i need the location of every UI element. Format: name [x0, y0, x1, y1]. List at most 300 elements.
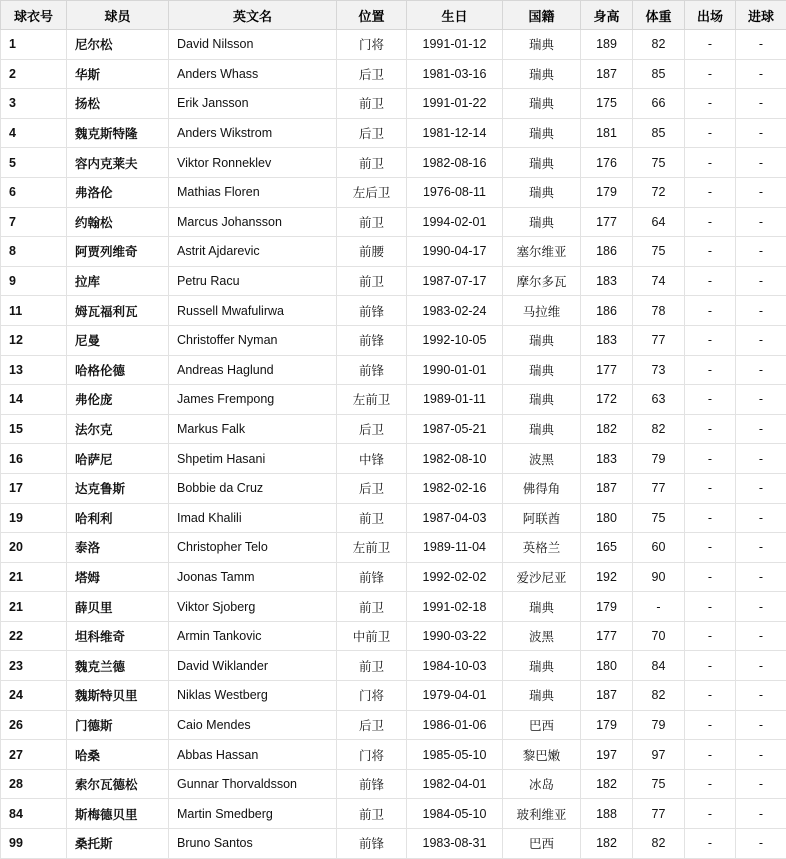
cell-position: 门将 — [337, 681, 407, 711]
cell-name_en: Anders Wikstrom — [169, 118, 337, 148]
cell-birthday: 1990-04-17 — [407, 237, 503, 267]
cell-nationality: 爱沙尼亚 — [503, 562, 581, 592]
cell-goals: - — [736, 533, 786, 563]
cell-name_en: Erik Jansson — [169, 89, 337, 119]
cell-number: 7 — [1, 207, 67, 237]
table-row[interactable] — [1, 562, 786, 592]
cell-goals: - — [736, 829, 786, 859]
cell-weight: 70 — [633, 621, 685, 651]
cell-height: 176 — [581, 148, 633, 178]
cell-number: 1 — [1, 30, 67, 60]
cell-position: 前卫 — [337, 148, 407, 178]
cell-appearances: - — [685, 296, 736, 326]
cell-weight: 85 — [633, 59, 685, 89]
cell-birthday: 1983-08-31 — [407, 829, 503, 859]
cell-appearances: - — [685, 651, 736, 681]
cell-height: 189 — [581, 30, 633, 60]
cell-name_cn: 弗洛伦 — [67, 177, 169, 207]
cell-name_en: Gunnar Thorvaldsson — [169, 769, 337, 799]
table-row[interactable] — [1, 710, 786, 740]
cell-weight: 90 — [633, 562, 685, 592]
table-row[interactable] — [1, 237, 786, 267]
cell-appearances: - — [685, 385, 736, 415]
cell-birthday: 1991-01-22 — [407, 89, 503, 119]
cell-goals: - — [736, 89, 786, 119]
cell-number: 5 — [1, 148, 67, 178]
cell-height: 177 — [581, 621, 633, 651]
cell-position: 后卫 — [337, 59, 407, 89]
cell-name_en: Caio Mendes — [169, 710, 337, 740]
cell-height: 179 — [581, 710, 633, 740]
table-row[interactable] — [1, 414, 786, 444]
cell-position: 后卫 — [337, 118, 407, 148]
cell-goals: - — [736, 681, 786, 711]
cell-number: 21 — [1, 562, 67, 592]
cell-name_en: Petru Racu — [169, 266, 337, 296]
cell-height: 186 — [581, 296, 633, 326]
cell-position: 前锋 — [337, 829, 407, 859]
cell-number: 19 — [1, 503, 67, 533]
cell-birthday: 1982-02-16 — [407, 473, 503, 503]
cell-number: 23 — [1, 651, 67, 681]
cell-height: 182 — [581, 829, 633, 859]
cell-name_cn: 阿贾列维奇 — [67, 237, 169, 267]
cell-birthday: 1990-01-01 — [407, 355, 503, 385]
cell-appearances: - — [685, 118, 736, 148]
cell-position: 左后卫 — [337, 177, 407, 207]
cell-name_en: Andreas Haglund — [169, 355, 337, 385]
table-row[interactable] — [1, 385, 786, 415]
cell-number: 11 — [1, 296, 67, 326]
cell-position: 门将 — [337, 30, 407, 60]
cell-goals: - — [736, 799, 786, 829]
cell-appearances: - — [685, 799, 736, 829]
cell-weight: 73 — [633, 355, 685, 385]
table-header — [1, 1, 786, 30]
cell-weight: 75 — [633, 503, 685, 533]
cell-position: 后卫 — [337, 710, 407, 740]
cell-goals: - — [736, 266, 786, 296]
cell-name_cn: 华斯 — [67, 59, 169, 89]
cell-number: 16 — [1, 444, 67, 474]
column-header-number[interactable]: 球衣号 — [1, 1, 67, 30]
cell-number: 15 — [1, 414, 67, 444]
cell-nationality: 瑞典 — [503, 414, 581, 444]
column-header-name_cn[interactable]: 球员 — [67, 1, 169, 30]
cell-name_cn: 魏克斯特隆 — [67, 118, 169, 148]
table-row[interactable] — [1, 829, 786, 859]
cell-height: 188 — [581, 799, 633, 829]
cell-weight: 77 — [633, 799, 685, 829]
cell-name_cn: 姆瓦福利瓦 — [67, 296, 169, 326]
cell-number: 14 — [1, 385, 67, 415]
cell-goals: - — [736, 385, 786, 415]
cell-name_cn: 哈萨尼 — [67, 444, 169, 474]
cell-nationality: 瑞典 — [503, 207, 581, 237]
cell-name_en: Marcus Johansson — [169, 207, 337, 237]
cell-weight: 85 — [633, 118, 685, 148]
cell-nationality: 瑞典 — [503, 59, 581, 89]
cell-position: 后卫 — [337, 414, 407, 444]
cell-appearances: - — [685, 740, 736, 770]
cell-name_en: David Wiklander — [169, 651, 337, 681]
cell-weight: 60 — [633, 533, 685, 563]
cell-birthday: 1989-11-04 — [407, 533, 503, 563]
cell-position: 前卫 — [337, 592, 407, 622]
cell-name_en: Niklas Westberg — [169, 681, 337, 711]
cell-name_en: Russell Mwafulirwa — [169, 296, 337, 326]
cell-position: 前卫 — [337, 266, 407, 296]
table-row[interactable] — [1, 89, 786, 119]
cell-name_cn: 拉库 — [67, 266, 169, 296]
cell-appearances: - — [685, 769, 736, 799]
cell-name_cn: 法尔克 — [67, 414, 169, 444]
cell-weight: 75 — [633, 237, 685, 267]
cell-name_cn: 泰洛 — [67, 533, 169, 563]
cell-name_en: Markus Falk — [169, 414, 337, 444]
table-row[interactable] — [1, 681, 786, 711]
table-row[interactable] — [1, 769, 786, 799]
cell-nationality: 波黑 — [503, 444, 581, 474]
cell-position: 前锋 — [337, 562, 407, 592]
cell-appearances: - — [685, 30, 736, 60]
cell-appearances: - — [685, 414, 736, 444]
cell-name_cn: 约翰松 — [67, 207, 169, 237]
cell-nationality: 阿联酋 — [503, 503, 581, 533]
cell-weight: 77 — [633, 325, 685, 355]
cell-appearances: - — [685, 503, 736, 533]
cell-number: 27 — [1, 740, 67, 770]
cell-birthday: 1987-07-17 — [407, 266, 503, 296]
cell-name_en: James Frempong — [169, 385, 337, 415]
column-header-goals[interactable]: 进球 — [736, 1, 786, 30]
cell-position: 后卫 — [337, 473, 407, 503]
cell-appearances: - — [685, 59, 736, 89]
cell-name_cn: 扬松 — [67, 89, 169, 119]
cell-name_en: Anders Whass — [169, 59, 337, 89]
cell-position: 前卫 — [337, 503, 407, 533]
cell-goals: - — [736, 444, 786, 474]
cell-name_cn: 达克鲁斯 — [67, 473, 169, 503]
cell-position: 前锋 — [337, 355, 407, 385]
cell-weight: 74 — [633, 266, 685, 296]
cell-birthday: 1985-05-10 — [407, 740, 503, 770]
cell-weight: 75 — [633, 769, 685, 799]
cell-number: 8 — [1, 237, 67, 267]
cell-appearances: - — [685, 148, 736, 178]
cell-nationality: 瑞典 — [503, 592, 581, 622]
cell-appearances: - — [685, 89, 736, 119]
cell-height: 165 — [581, 533, 633, 563]
cell-weight: 72 — [633, 177, 685, 207]
cell-weight: 82 — [633, 681, 685, 711]
cell-goals: - — [736, 59, 786, 89]
table-row[interactable] — [1, 325, 786, 355]
cell-appearances: - — [685, 621, 736, 651]
cell-weight: 78 — [633, 296, 685, 326]
cell-height: 179 — [581, 177, 633, 207]
cell-number: 84 — [1, 799, 67, 829]
cell-nationality: 巴西 — [503, 829, 581, 859]
cell-birthday: 1981-03-16 — [407, 59, 503, 89]
cell-appearances: - — [685, 237, 736, 267]
cell-number: 21 — [1, 592, 67, 622]
cell-name_cn: 哈桑 — [67, 740, 169, 770]
cell-height: 183 — [581, 266, 633, 296]
cell-height: 197 — [581, 740, 633, 770]
cell-name_cn: 薛贝里 — [67, 592, 169, 622]
column-header-name_en[interactable]: 英文名 — [169, 1, 337, 30]
cell-position: 前卫 — [337, 207, 407, 237]
cell-number: 9 — [1, 266, 67, 296]
cell-weight: 79 — [633, 710, 685, 740]
cell-position: 前锋 — [337, 296, 407, 326]
cell-height: 175 — [581, 89, 633, 119]
table-row[interactable] — [1, 59, 786, 89]
table-row[interactable] — [1, 651, 786, 681]
column-header-height[interactable]: 身高 — [581, 1, 633, 30]
cell-nationality: 塞尔维亚 — [503, 237, 581, 267]
cell-name_en: Christoffer Nyman — [169, 325, 337, 355]
cell-height: 180 — [581, 503, 633, 533]
cell-goals: - — [736, 414, 786, 444]
cell-goals: - — [736, 769, 786, 799]
cell-birthday: 1991-01-12 — [407, 30, 503, 60]
cell-name_en: Bobbie da Cruz — [169, 473, 337, 503]
table-row[interactable] — [1, 148, 786, 178]
cell-nationality: 黎巴嫩 — [503, 740, 581, 770]
table-row[interactable] — [1, 118, 786, 148]
cell-position: 前腰 — [337, 237, 407, 267]
cell-number: 26 — [1, 710, 67, 740]
cell-position: 中前卫 — [337, 621, 407, 651]
cell-nationality: 冰岛 — [503, 769, 581, 799]
cell-position: 左前卫 — [337, 385, 407, 415]
cell-name_en: Viktor Ronneklev — [169, 148, 337, 178]
cell-goals: - — [736, 473, 786, 503]
cell-goals: - — [736, 592, 786, 622]
cell-nationality: 英格兰 — [503, 533, 581, 563]
cell-height: 172 — [581, 385, 633, 415]
cell-goals: - — [736, 207, 786, 237]
cell-height: 187 — [581, 473, 633, 503]
cell-number: 20 — [1, 533, 67, 563]
cell-number: 12 — [1, 325, 67, 355]
cell-name_cn: 门德斯 — [67, 710, 169, 740]
cell-number: 13 — [1, 355, 67, 385]
cell-name_cn: 魏克兰德 — [67, 651, 169, 681]
cell-nationality: 摩尔多瓦 — [503, 266, 581, 296]
cell-position: 前锋 — [337, 325, 407, 355]
cell-name_en: Shpetim Hasani — [169, 444, 337, 474]
cell-position: 门将 — [337, 740, 407, 770]
cell-number: 3 — [1, 89, 67, 119]
cell-birthday: 1987-05-21 — [407, 414, 503, 444]
cell-birthday: 1990-03-22 — [407, 621, 503, 651]
cell-weight: 79 — [633, 444, 685, 474]
table-body — [1, 30, 786, 859]
cell-name_cn: 尼曼 — [67, 325, 169, 355]
cell-name_en: Joonas Tamm — [169, 562, 337, 592]
cell-birthday: 1989-01-11 — [407, 385, 503, 415]
cell-nationality: 波黑 — [503, 621, 581, 651]
cell-appearances: - — [685, 266, 736, 296]
cell-goals: - — [736, 710, 786, 740]
cell-appearances: - — [685, 533, 736, 563]
cell-goals: - — [736, 562, 786, 592]
cell-goals: - — [736, 118, 786, 148]
cell-nationality: 玻利维亚 — [503, 799, 581, 829]
cell-appearances: - — [685, 710, 736, 740]
cell-height: 183 — [581, 444, 633, 474]
cell-number: 2 — [1, 59, 67, 89]
cell-weight: - — [633, 592, 685, 622]
cell-birthday: 1982-04-01 — [407, 769, 503, 799]
cell-position: 前锋 — [337, 769, 407, 799]
table-row[interactable] — [1, 266, 786, 296]
cell-position: 中锋 — [337, 444, 407, 474]
cell-name_cn: 魏斯特贝里 — [67, 681, 169, 711]
cell-name_cn: 容内克莱夫 — [67, 148, 169, 178]
table-row[interactable] — [1, 30, 786, 60]
cell-name_cn: 哈格伦德 — [67, 355, 169, 385]
cell-name_en: Christopher Telo — [169, 533, 337, 563]
cell-name_cn: 塔姆 — [67, 562, 169, 592]
cell-appearances: - — [685, 829, 736, 859]
cell-name_en: David Nilsson — [169, 30, 337, 60]
cell-birthday: 1983-02-24 — [407, 296, 503, 326]
cell-name_cn: 哈利利 — [67, 503, 169, 533]
table-row[interactable] — [1, 592, 786, 622]
column-header-nationality[interactable]: 国籍 — [503, 1, 581, 30]
cell-goals: - — [736, 503, 786, 533]
cell-nationality: 瑞典 — [503, 148, 581, 178]
cell-name_cn: 弗伦庞 — [67, 385, 169, 415]
cell-name_en: Mathias Floren — [169, 177, 337, 207]
cell-appearances: - — [685, 207, 736, 237]
cell-weight: 82 — [633, 30, 685, 60]
table-row[interactable] — [1, 740, 786, 770]
table-row[interactable] — [1, 296, 786, 326]
cell-nationality: 佛得角 — [503, 473, 581, 503]
cell-name_en: Bruno Santos — [169, 829, 337, 859]
cell-weight: 97 — [633, 740, 685, 770]
cell-weight: 63 — [633, 385, 685, 415]
cell-goals: - — [736, 740, 786, 770]
table-row[interactable] — [1, 621, 786, 651]
column-header-birthday[interactable]: 生日 — [407, 1, 503, 30]
cell-number: 99 — [1, 829, 67, 859]
cell-appearances: - — [685, 444, 736, 474]
cell-weight: 75 — [633, 148, 685, 178]
cell-appearances: - — [685, 681, 736, 711]
cell-goals: - — [736, 355, 786, 385]
table-row[interactable] — [1, 444, 786, 474]
cell-name_cn: 桑托斯 — [67, 829, 169, 859]
cell-height: 183 — [581, 325, 633, 355]
cell-weight: 66 — [633, 89, 685, 119]
table-row[interactable] — [1, 177, 786, 207]
cell-name_en: Astrit Ajdarevic — [169, 237, 337, 267]
cell-name_en: Imad Khalili — [169, 503, 337, 533]
cell-height: 177 — [581, 207, 633, 237]
table-row[interactable] — [1, 355, 786, 385]
cell-nationality: 瑞典 — [503, 651, 581, 681]
cell-birthday: 1982-08-10 — [407, 444, 503, 474]
table-row[interactable] — [1, 503, 786, 533]
cell-height: 182 — [581, 414, 633, 444]
cell-position: 前卫 — [337, 89, 407, 119]
column-header-weight[interactable]: 体重 — [633, 1, 685, 30]
cell-nationality: 瑞典 — [503, 89, 581, 119]
cell-goals: - — [736, 651, 786, 681]
cell-appearances: - — [685, 473, 736, 503]
cell-birthday: 1992-02-02 — [407, 562, 503, 592]
cell-nationality: 马拉维 — [503, 296, 581, 326]
table-row[interactable] — [1, 473, 786, 503]
column-header-position[interactable]: 位置 — [337, 1, 407, 30]
cell-appearances: - — [685, 562, 736, 592]
cell-nationality: 瑞典 — [503, 118, 581, 148]
cell-name_en: Martin Smedberg — [169, 799, 337, 829]
cell-goals: - — [736, 325, 786, 355]
cell-appearances: - — [685, 355, 736, 385]
cell-nationality: 瑞典 — [503, 177, 581, 207]
cell-height: 180 — [581, 651, 633, 681]
table-header-row — [1, 1, 786, 30]
cell-nationality: 瑞典 — [503, 325, 581, 355]
cell-position: 左前卫 — [337, 533, 407, 563]
cell-height: 187 — [581, 681, 633, 711]
cell-name_cn: 尼尔松 — [67, 30, 169, 60]
cell-birthday: 1994-02-01 — [407, 207, 503, 237]
cell-number: 6 — [1, 177, 67, 207]
cell-height: 186 — [581, 237, 633, 267]
cell-number: 28 — [1, 769, 67, 799]
cell-goals: - — [736, 621, 786, 651]
cell-goals: - — [736, 148, 786, 178]
cell-goals: - — [736, 30, 786, 60]
cell-name_cn: 坦科维奇 — [67, 621, 169, 651]
cell-weight: 82 — [633, 829, 685, 859]
table-row[interactable] — [1, 799, 786, 829]
cell-number: 22 — [1, 621, 67, 651]
cell-number: 17 — [1, 473, 67, 503]
cell-position: 前卫 — [337, 799, 407, 829]
cell-nationality: 瑞典 — [503, 355, 581, 385]
cell-weight: 84 — [633, 651, 685, 681]
cell-height: 187 — [581, 59, 633, 89]
cell-birthday: 1976-08-11 — [407, 177, 503, 207]
cell-birthday: 1982-08-16 — [407, 148, 503, 178]
cell-number: 4 — [1, 118, 67, 148]
cell-height: 179 — [581, 592, 633, 622]
cell-height: 181 — [581, 118, 633, 148]
cell-birthday: 1984-10-03 — [407, 651, 503, 681]
cell-weight: 82 — [633, 414, 685, 444]
cell-height: 177 — [581, 355, 633, 385]
cell-appearances: - — [685, 325, 736, 355]
table-row[interactable] — [1, 207, 786, 237]
cell-position: 前卫 — [337, 651, 407, 681]
table-row[interactable] — [1, 533, 786, 563]
cell-birthday: 1987-04-03 — [407, 503, 503, 533]
cell-birthday: 1984-05-10 — [407, 799, 503, 829]
cell-name_en: Abbas Hassan — [169, 740, 337, 770]
cell-weight: 64 — [633, 207, 685, 237]
column-header-appearances[interactable]: 出场 — [685, 1, 736, 30]
cell-goals: - — [736, 237, 786, 267]
